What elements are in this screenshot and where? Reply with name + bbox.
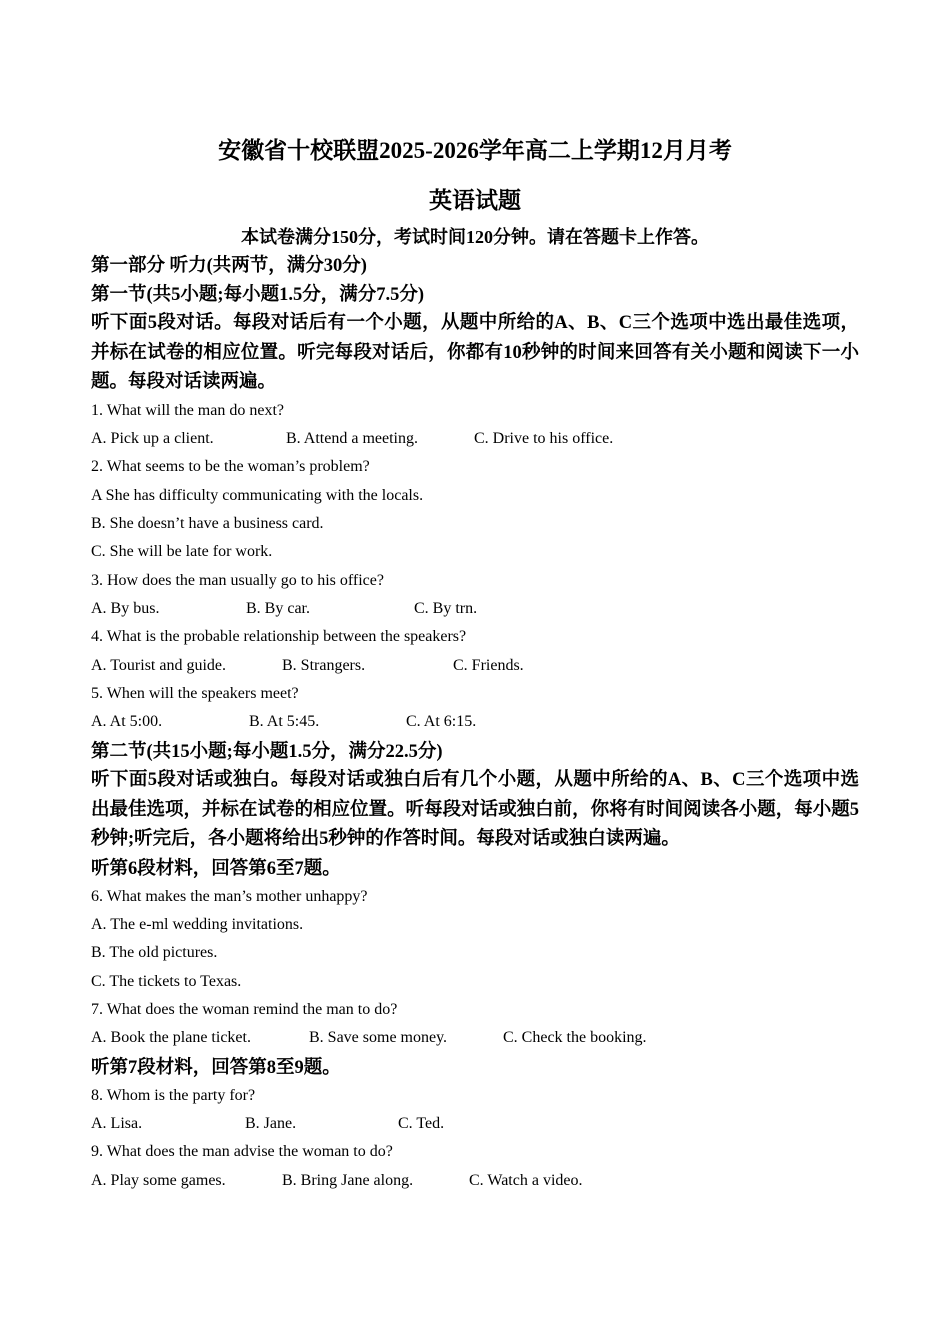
q3-option-c: C. By trn.	[414, 600, 478, 617]
q6-option-b: B. The old pictures.	[91, 944, 218, 961]
q1-option-b: B. Attend a meeting.	[286, 430, 418, 447]
question-1: 1. What will the man do next?	[91, 402, 284, 419]
q9-option-a: A. Play some games.	[91, 1172, 226, 1189]
q4-option-b: B. Strangers.	[282, 657, 366, 674]
q9-option-b: B. Bring Jane along.	[282, 1172, 414, 1189]
q2-option-a: A She has difficulty communicating with the locals.	[91, 487, 424, 504]
question-2: 2. What seems to be the woman’s problem?	[91, 458, 370, 475]
question-9: 9. What does the man advise the woman to do?	[91, 1143, 393, 1160]
q2-option-b: B. She doesn’t have a business card.	[91, 515, 324, 532]
material6-heading: 听第6段材料，回答第6至7题。	[91, 859, 341, 879]
q4-option-a: A. Tourist and guide.	[91, 657, 227, 674]
q5-option-b: B. At 5:45.	[249, 713, 320, 730]
q6-option-c: C. The tickets to Texas.	[91, 973, 242, 990]
q5-option-c: C. At 6:15.	[406, 713, 477, 730]
exam-subject: 英语试题	[429, 188, 521, 213]
section1-instructions: 听下面5段对话。每段对话后有一个小题，从题中所给的A、B、C三个选项中选出最佳选项，并标在试卷的相应位置。听完每段对话后，你都有10秒钟的时间来回答有关小题和阅读下一小题。每段对话读两遍。	[91, 313, 859, 392]
q3-option-a: A. By bus.	[91, 600, 160, 617]
q8-option-b: B. Jane.	[245, 1115, 297, 1132]
q7-option-b: B. Save some money.	[309, 1029, 448, 1046]
question-5: 5. When will the speakers meet?	[91, 685, 299, 702]
part1-heading: 第一部分 听力(共两节，满分30分)	[91, 256, 367, 276]
exam-title: 安徽省十校联盟2025-2026学年高二上学期12月月考	[218, 138, 732, 163]
q7-option-a: A. Book the plane ticket.	[91, 1029, 251, 1046]
question-8: 8. Whom is the party for?	[91, 1087, 256, 1104]
question-4: 4. What is the probable relationship between the speakers?	[91, 628, 467, 645]
q2-option-c: C. She will be late for work.	[91, 543, 273, 560]
q8-option-a: A. Lisa.	[91, 1115, 143, 1132]
question-3: 3. How does the man usually go to his office?	[91, 572, 384, 589]
q1-option-a: A. Pick up a client.	[91, 430, 214, 447]
q3-option-b: B. By car.	[246, 600, 310, 617]
section1-heading: 第一节(共5小题;每小题1.5分，满分7.5分)	[91, 285, 424, 305]
q5-option-a: A. At 5:00.	[91, 713, 163, 730]
exam-note: 本试卷满分150分，考试时间120分钟。请在答题卡上作答。	[241, 227, 709, 247]
q9-option-c: C. Watch a video.	[469, 1172, 583, 1189]
q1-option-c: C. Drive to his office.	[474, 430, 614, 447]
q6-option-a: A. The e-ml wedding invitations.	[91, 916, 304, 933]
section2-instructions: 听下面5段对话或独白。每段对话或独白后有几个小题，从题中所给的A、B、C三个选项中选出最佳选项，并标在试卷的相应位置。听每段对话或独白前，你将有时间阅读各小题，每小题5秒钟;听完后，各小题将给出5秒钟的作答时间。每段对话或独白读两遍。	[91, 770, 859, 849]
section2-heading: 第二节(共15小题;每小题1.5分，满分22.5分)	[91, 742, 443, 762]
q4-option-c: C. Friends.	[453, 657, 524, 674]
question-7: 7. What does the woman remind the man to do?	[91, 1001, 398, 1018]
q8-option-c: C. Ted.	[398, 1115, 445, 1132]
question-6: 6. What makes the man’s mother unhappy?	[91, 888, 368, 905]
q7-option-c: C. Check the booking.	[503, 1029, 647, 1046]
material7-heading: 听第7段材料，回答第8至9题。	[91, 1058, 341, 1078]
